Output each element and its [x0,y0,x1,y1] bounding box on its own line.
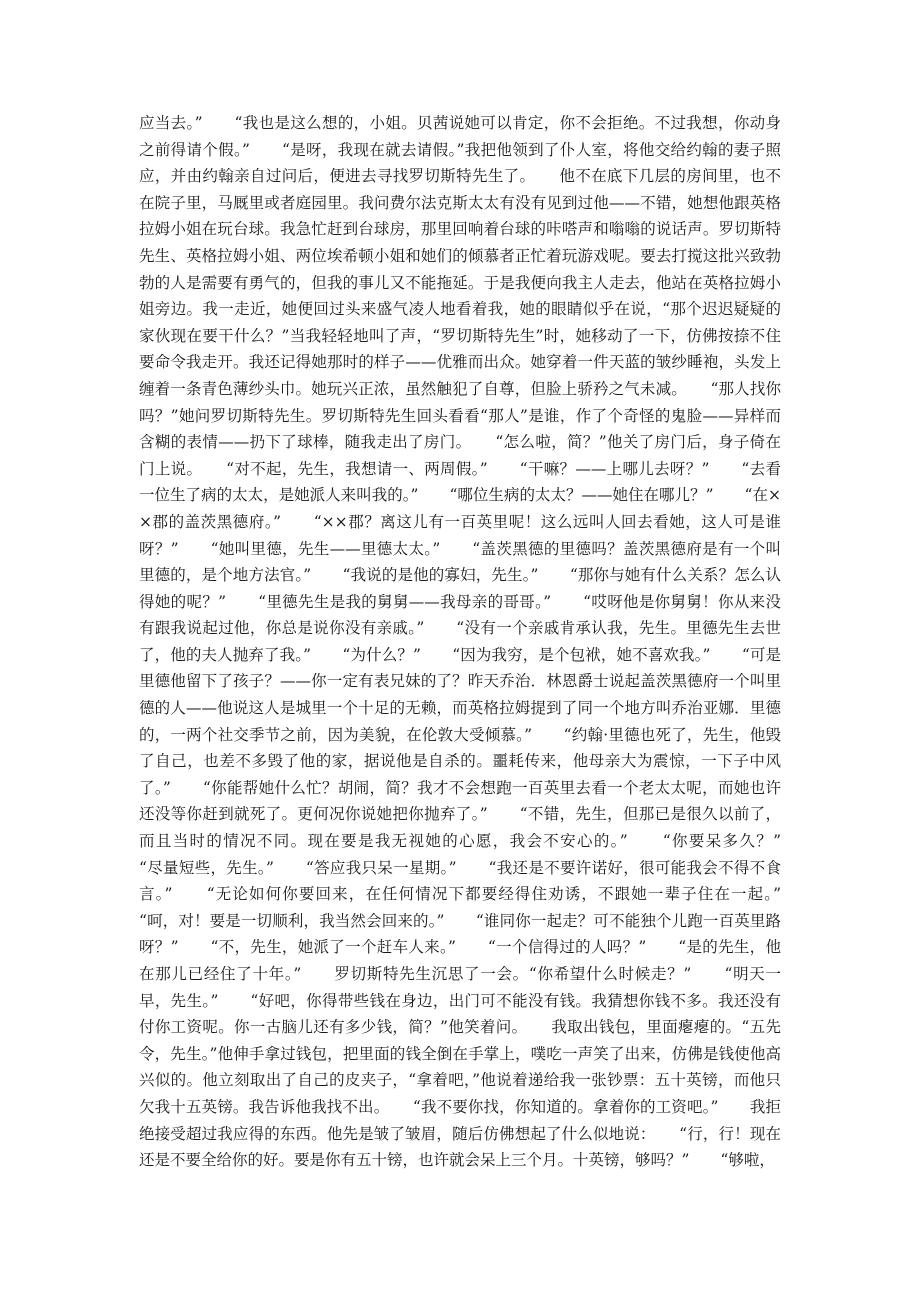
body-text: 应当去。” “我也是这么想的，小姐。贝茜说她可以肯定，你不会拒绝。不过我想，你动身之前得请个假。” “是呀，我现在就去请假。”我把他领到了仆人室，将他交给约翰的妻子照应，并由约翰亲自过问后，便进去寻找罗切斯特先生了。 他不在底下几层的房间里，也不在院子里，马厩里或者庭园里。我问费尔法克斯太太有没有见到过他——不错，她想他跟英格拉姆小姐在玩台球。我急忙赶到台球房，那里回响着台球的咔嗒声和嗡嗡的说话声。罗切斯特先生、英格拉姆小姐、两位埃希顿小姐和她们的倾慕者正忙着玩游戏呢。要去打搅这批兴致勃勃的人是需要有勇气的，但我的事儿又不能拖延。于是我便向我主人走去，他站在英格拉姆小姐旁边。我一走近，她便回过头来盛气凌人地看着我，她的眼睛似乎在说，“那个迟迟疑疑的家伙现在要干什么？”当我轻轻地叫了声，“罗切斯特先生”时，她移动了一下，仿佛按捺不住要命令我走开。我还记得她那时的样子——优雅而出众。她穿着一件天蓝的皱纱睡袍，头发上缠着一条青色薄纱头巾。她玩兴正浓，虽然触犯了自尊，但脸上骄矜之气未减。 “那人找你吗？”她问罗切斯特先生。罗切斯特先生回头看看“那人”是谁，作了个奇怪的鬼脸——异样而含糊的表情——扔下了球棒，随我走出了房门。 “怎么啦，简？”他关了房门后，身子倚在门上说。 “对不起，先生，我想请一、两周假。” “干嘛？——上哪儿去呀？” “去看一位生了病的太太，是她派人来叫我的。” “哪位生病的太太？——她住在哪儿？” “在××郡的盖茨黑德府。” “××郡？离这儿有一百英里呢！这么远叫人回去看她，这人可是谁呀？” “她叫里德，先生——里德太太。” “盖茨黑德的里德吗？盖茨黑德府是有一个叫里德的，是个地方法官。” “我说的是他的寡妇，先生。” “那你与她有什么关系？怎么认得她的呢？” “里德先生是我的舅舅——我母亲的哥哥。” “哎呀他是你舅舅！你从来没有跟我说起过他，你总是说你没有亲戚。” “没有一个亲戚肯承认我，先生。里德先生去世了，他的夫人抛弃了我。” “为什么？” “因为我穷，是个包袱，她不喜欢我。” “可是里德他留下了孩子？——你一定有表兄妹的了？昨天乔治．林恩爵士说起盖茨黑德府一个叫里德的人——他说这人是城里一个十足的无赖，而英格拉姆提到了同一个地方叫乔治亚娜．里德的，一两个社交季节之前，因为美貌，在伦敦大受倾慕。” “约翰·里德也死了，先生，他毁了自己，也差不多毁了他的家，据说他是自杀的。噩耗传来，他母亲大为震惊，一下子中风了。” “你能帮她什么忙？胡闹，简？我才不会想跑一百英里去看一个老太太呢，而她也许还没等你赶到就死了。更何况你说她把你抛弃了。” “不错，先生，但那已是很久以前了，而且当时的情况不同。现在要是我无视她的心愿，我会不安心的。” “你要呆多久？” “尽量短些，先生。” “答应我只呆一星期。” “我还是不要许诺好，很可能我会不得不食言。” “无论如何你要回来，在任何情况下都要经得住劝诱，不跟她一辈子住在一起。” “呵，对！要是一切顺利，我当然会回来的。” “谁同你一起走？可不能独个儿跑一百英里路呀？” “不，先生，她派了一个赶车人来。” “一个信得过的人吗？” “是的先生，他在那儿已经住了十年。” 罗切斯特先生沉思了一会。“你希望什么时候走？” “明天一早，先生。” “好吧，你得带些钱在身边，出门可不能没有钱。我猜想你钱不多。我还没有付你工资呢。你一古脑儿还有多少钱，简？”他笑着问。 我取出钱包，里面瘪瘪的。“五先令，先生。”他伸手拿过钱包，把里面的钱全倒在手掌上，噗吃一声笑了出来，仿佛是钱使他高兴似的。他立刻取出了自己的皮夹子，“拿着吧，”他说着递给我一张钞票：五十英镑，而他只欠我十五英镑。我告诉他我找不出。 “我不要你找，你知道的。拿着你的工资吧。” 我拒绝接受超过我应得的东西。他先是皱了皱眉，随后仿佛想起了什么似地说： “行，行！现在还是不要全给你的好。要是你有五十镑，也许就会呆上三个月。十英镑，够吗？” “够啦， [139,114,813,1170]
